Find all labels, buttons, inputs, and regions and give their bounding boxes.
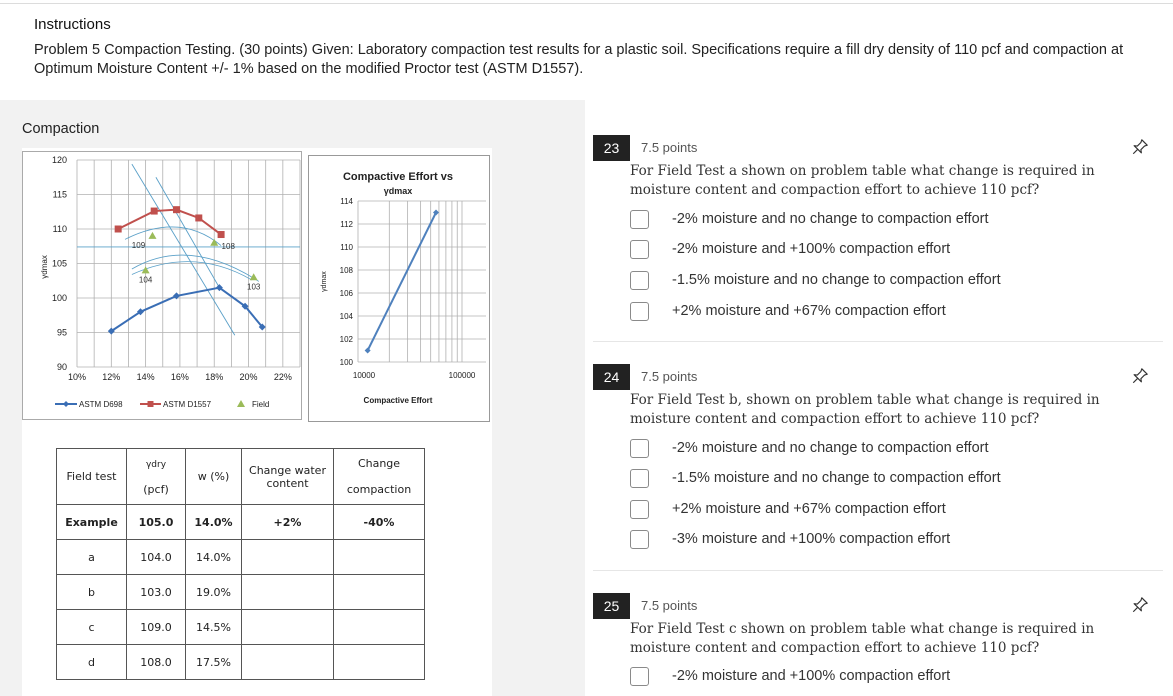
cell-comp <box>334 575 425 610</box>
answer-label[interactable]: -2% moisture and no change to compaction effort <box>672 440 989 456</box>
question-24 <box>593 364 1163 564</box>
field-point-label: 108 <box>221 241 235 251</box>
cell-test: c <box>57 610 127 645</box>
question-points: 7.5 points <box>641 598 698 613</box>
field-point-label: 103 <box>247 282 261 292</box>
answer-label[interactable]: -1.5% moisture and no change to compaction effort <box>672 272 1001 288</box>
cell-test: Example <box>57 505 127 540</box>
legend-label: ASTM D1557 <box>163 400 212 409</box>
table-card <box>22 424 492 696</box>
question-divider <box>593 341 1163 342</box>
x-tick-label: 14% <box>136 372 155 382</box>
pin-icon[interactable] <box>1131 367 1149 385</box>
table-row-b <box>57 575 425 610</box>
th-field-test-label: Field test <box>66 470 117 483</box>
cell-test: b <box>57 575 127 610</box>
question-25 <box>593 593 1163 696</box>
cell-water <box>242 540 334 575</box>
question-23 <box>593 135 1163 335</box>
cell-ydry: 104.0 <box>127 540 186 575</box>
question-text: For Field Test c shown on problem table what change is required in moisture content and compaction effort to achieve 110 pcf? <box>630 621 1095 656</box>
compaction-panel <box>0 100 585 696</box>
cell-test: d <box>57 645 127 680</box>
cell-w: 14.0% <box>186 505 242 540</box>
field-point-label: 109 <box>131 240 146 250</box>
table-row-c <box>57 610 425 645</box>
x-tick-label: 20% <box>239 372 258 382</box>
y-tick-label: 102 <box>339 335 353 344</box>
legend-label: Field <box>252 400 270 409</box>
data-point-astm-d1557 <box>151 208 158 215</box>
x-tick-label: 16% <box>170 372 189 382</box>
answer-checkbox[interactable] <box>630 240 649 259</box>
th-w <box>186 449 242 505</box>
th-change-comp <box>334 449 425 505</box>
answer-checkbox[interactable] <box>630 530 649 549</box>
answer-option[interactable] <box>630 239 1150 261</box>
y-tick-label: 110 <box>340 243 353 252</box>
field-point-label: 104 <box>138 275 153 285</box>
answer-label[interactable]: +2% moisture and +67% compaction effort <box>672 303 946 319</box>
question-text: For Field Test a shown on problem table what change is required in moisture content and compaction effort to achieve 110 pcf? <box>630 163 1095 198</box>
cell-water <box>242 645 334 680</box>
x-tick-label: 22% <box>273 372 292 382</box>
answer-option[interactable] <box>630 270 1150 292</box>
y-tick-label: 106 <box>339 289 353 298</box>
cell-comp <box>334 540 425 575</box>
answer-option[interactable] <box>630 301 1150 323</box>
y-tick-label: 105 <box>51 258 67 269</box>
th-change-comp-line2: compaction <box>346 483 412 496</box>
cell-ydry: 108.0 <box>127 645 186 680</box>
y-tick-label: 114 <box>340 197 353 206</box>
answer-option[interactable] <box>630 529 1150 551</box>
question-number: 24 <box>593 364 630 390</box>
data-point-astm-d1557 <box>173 206 180 213</box>
cell-w: 17.5% <box>186 645 242 680</box>
y-tick-label: 110 <box>52 224 67 234</box>
y-tick-label: 112 <box>340 220 353 229</box>
th-change-water-line2: content <box>266 476 309 490</box>
cell-w: 14.5% <box>186 610 242 645</box>
x-tick-label: 100000 <box>448 371 476 380</box>
table-row-example <box>57 505 425 540</box>
th-ydry-symbol: γdry <box>145 460 167 470</box>
x-tick-label: 10000 <box>352 371 376 380</box>
legend-label: ASTM D698 <box>79 400 123 409</box>
proctor-chart <box>22 148 304 424</box>
question-points: 7.5 points <box>641 140 698 155</box>
x-tick-label: 10% <box>67 372 87 382</box>
data-point-astm-d1557 <box>195 214 202 221</box>
answer-option[interactable] <box>630 499 1150 521</box>
answer-option[interactable] <box>630 438 1150 460</box>
x-axis-label: Compactive Effort <box>363 396 433 405</box>
y-tick-label: 90 <box>56 362 67 372</box>
answer-checkbox[interactable] <box>630 271 649 290</box>
cell-water: +2% <box>242 505 334 540</box>
y-tick-label: 120 <box>51 155 67 165</box>
field-test-table <box>56 448 425 680</box>
answer-checkbox[interactable] <box>630 500 649 519</box>
chart-card <box>22 148 492 424</box>
effort-chart <box>306 148 492 424</box>
cell-ydry: 109.0 <box>127 610 186 645</box>
x-tick-label: 18% <box>205 372 224 382</box>
cell-w: 19.0% <box>186 575 242 610</box>
answer-label[interactable]: -1.5% moisture and no change to compaction effort <box>672 470 1001 486</box>
y-axis-label: γdmax <box>40 255 49 279</box>
table-row-d <box>57 645 425 680</box>
y-tick-label: 100 <box>339 358 353 367</box>
cell-test: a <box>57 540 127 575</box>
answer-label[interactable]: -2% moisture and +100% compaction effort <box>672 241 951 257</box>
pin-icon[interactable] <box>1131 596 1149 614</box>
th-change-comp-line1: Change <box>357 457 401 470</box>
answer-checkbox[interactable] <box>630 439 649 458</box>
cell-comp <box>334 610 425 645</box>
cell-water <box>242 610 334 645</box>
question-divider <box>593 570 1163 571</box>
question-number: 25 <box>593 593 630 619</box>
top-divider <box>0 3 1173 4</box>
table-row-a <box>57 540 425 575</box>
cell-ydry: 103.0 <box>127 575 186 610</box>
th-w-label: w (%) <box>197 470 230 483</box>
legend-marker-astm-d1557 <box>148 401 154 407</box>
answer-label[interactable]: +2% moisture and +67% compaction effort <box>672 501 946 517</box>
answer-option[interactable] <box>630 666 1150 688</box>
y-tick-label: 108 <box>339 266 353 275</box>
answer-option[interactable] <box>630 209 1150 231</box>
th-ydry-unit: (pcf) <box>143 483 169 496</box>
table-header-row <box>57 449 425 505</box>
y-axis-label: γdmax <box>321 271 328 292</box>
th-field-test <box>57 449 127 505</box>
chart-title-line2: γdmax <box>383 186 413 196</box>
chart-title: Compactive Effort vs <box>342 171 454 183</box>
pin-icon[interactable] <box>1131 138 1149 156</box>
cell-comp <box>334 645 425 680</box>
answer-option[interactable] <box>630 468 1150 490</box>
instructions-title: Instructions <box>34 16 111 33</box>
answer-checkbox[interactable] <box>630 469 649 488</box>
question-text: For Field Test b, shown on problem table what change is required in moisture content and compaction effort to achieve 110 pcf? <box>630 392 1100 427</box>
compaction-title: Compaction <box>22 121 100 137</box>
y-tick-label: 104 <box>339 312 353 321</box>
answer-checkbox[interactable] <box>630 302 649 321</box>
x-tick-label: 12% <box>102 372 121 382</box>
cell-water <box>242 575 334 610</box>
cell-w: 14.0% <box>186 540 242 575</box>
cell-ydry: 105.0 <box>127 505 186 540</box>
question-number: 23 <box>593 135 630 161</box>
th-change-water-line1: Change water <box>249 463 326 477</box>
answer-checkbox[interactable] <box>630 210 649 229</box>
th-change-water <box>242 449 334 505</box>
cell-comp: -40% <box>334 505 425 540</box>
instructions-text: Problem 5 Compaction Testing. (30 points) Given: Laboratory compaction test results for a plastic soil. Specifications require a fill dry density of 110 pcf and compaction at Optimum Moisture Content +/- 1% based on the modified Proctor test (ASTM D1557). <box>34 42 1124 77</box>
answer-label[interactable]: -2% moisture and no change to compaction effort <box>672 211 989 227</box>
answer-label[interactable]: -2% moisture and +100% compaction effort <box>672 668 951 684</box>
y-tick-label: 100 <box>51 293 67 303</box>
answer-label[interactable]: -3% moisture and +100% compaction effort <box>672 531 951 547</box>
th-ydry <box>127 449 186 505</box>
y-tick-label: 95 <box>56 327 67 338</box>
data-point-astm-d1557 <box>218 231 225 238</box>
answer-checkbox[interactable] <box>630 667 649 686</box>
data-point-astm-d1557 <box>115 226 122 233</box>
question-points: 7.5 points <box>641 369 698 384</box>
y-tick-label: 115 <box>52 189 67 200</box>
